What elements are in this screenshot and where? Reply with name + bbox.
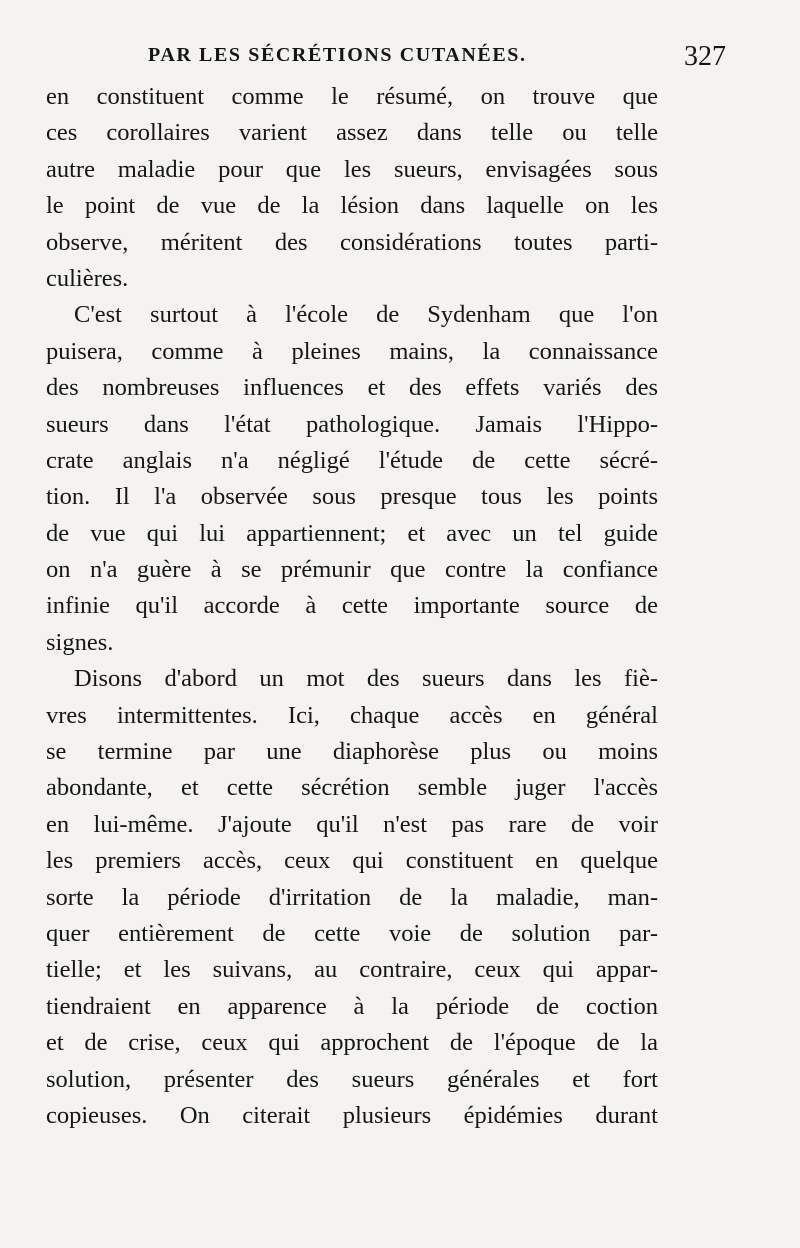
text-line: des nombreuses influences et des effets variés des: [46, 374, 658, 402]
text-line: solution, présenter des sueurs générales et fort: [46, 1065, 658, 1093]
text-line: ces corollaires varient assez dans telle ou telle: [46, 119, 658, 147]
text-line: le point de vue de la lésion dans laquelle on les: [46, 192, 658, 220]
page-body: [46, 79, 658, 1134]
text-line: tion. Il l'a observée sous presque tous les points: [46, 483, 658, 511]
text-line: Disons d'abord un mot des sueurs dans les fiè-: [74, 665, 658, 693]
text-line: vres intermittentes. Ici, chaque accès en général: [46, 701, 658, 729]
text-line: signes.: [46, 628, 114, 656]
text-line: tiendraient en apparence à la période de coction: [46, 992, 658, 1020]
text-line: C'est surtout à l'école de Sydenham que l'on: [74, 301, 658, 329]
text-line: on n'a guère à se prémunir que contre la confiance: [46, 556, 658, 584]
text-line: en constituent comme le résumé, on trouve que: [46, 83, 658, 110]
text-line: copieuses. On citerait plusieurs épidémies durant: [46, 1101, 658, 1129]
text-line: se termine par une diaphorèse plus ou moins: [46, 738, 658, 766]
text-line: puisera, comme à pleines mains, la connaissance: [46, 337, 658, 365]
running-title: PAR LES SÉCRÉTIONS CUTANÉES.: [148, 44, 527, 66]
text-line: et de crise, ceux qui approchent de l'époque de la: [46, 1029, 658, 1057]
text-line: crate anglais n'a négligé l'étude de cette sécré-: [46, 446, 658, 474]
text-line: abondante, et cette sécrétion semble juger l'accès: [46, 774, 658, 802]
text-line: autre maladie pour que les sueurs, envisagées sous: [46, 155, 658, 183]
text-line: en lui-même. J'ajoute qu'il n'est pas rare de voir: [46, 810, 658, 838]
text-line: observe, méritent des considérations toutes parti-: [46, 228, 658, 256]
page-number: 327: [684, 41, 726, 72]
text-line: sorte la période d'irritation de la maladie, man-: [46, 883, 658, 911]
text-line: quer entièrement de cette voie de solution par-: [46, 919, 658, 947]
text-line: de vue qui lui appartiennent; et avec un tel guide: [46, 519, 658, 547]
page-header: [148, 41, 726, 80]
text-line: tielle; et les suivans, au contraire, ceux qui appar-: [46, 956, 658, 984]
text-line: les premiers accès, ceux qui constituent en quelque: [46, 847, 658, 875]
text-line: infinie qu'il accorde à cette importante source de: [46, 592, 658, 620]
text-line: sueurs dans l'état pathologique. Jamais l'Hippo-: [46, 410, 658, 438]
text-line: culières.: [46, 264, 129, 292]
